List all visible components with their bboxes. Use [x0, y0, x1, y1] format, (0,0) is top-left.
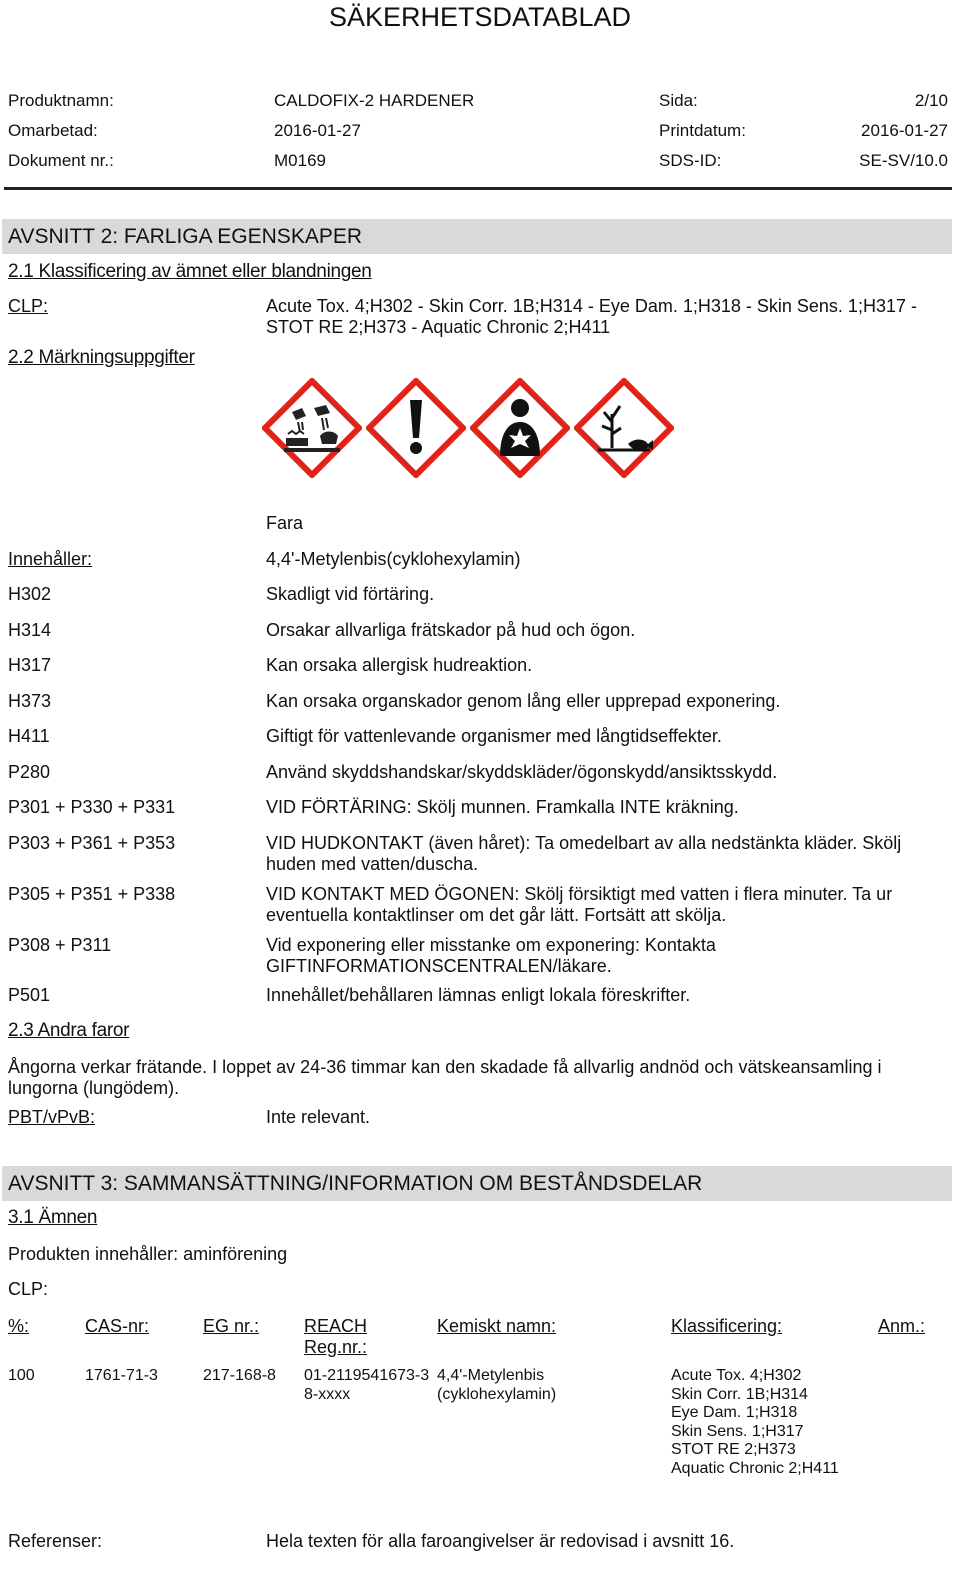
pbt-label: PBT/vPvB:: [8, 1107, 96, 1127]
column-header-percent: %:: [8, 1316, 30, 1336]
sds-id-label: SDS-ID:: [659, 151, 722, 170]
statement-text: VID HUDKONTAKT (även håret): Ta omedelbart av alla nedstänkta kläder. Skölj huden med vatten/duscha.: [266, 833, 902, 874]
section-2-band: [2, 219, 952, 254]
exclamation-pictogram-icon: [366, 378, 466, 478]
cell-eg: 217-168-8: [203, 1367, 276, 1384]
column-header-note: Anm.:: [878, 1316, 926, 1336]
statement-code: P303 + P361 + P353: [8, 833, 176, 853]
statement-code: P305 + P351 + P338: [8, 884, 176, 904]
subsection-2-1-heading: 2.1 Klassificering av ämnet eller blandningen: [8, 261, 372, 282]
header-divider: [4, 187, 952, 190]
statement-text: Kan orsaka allergisk hudreaktion.: [266, 655, 533, 675]
cell-percent: 100: [8, 1367, 35, 1384]
pbt-value: Inte relevant.: [266, 1107, 371, 1127]
contains-label: Innehåller:: [8, 549, 93, 569]
health-hazard-pictogram-icon: [470, 378, 570, 478]
statement-text: Innehållet/behållaren lämnas enligt lokala föreskrifter.: [266, 985, 691, 1005]
substance-intro: Produkten innehåller: aminförening: [8, 1244, 288, 1264]
subsection-2-2-heading: 2.2 Märkningsuppgifter: [8, 347, 195, 368]
statement-code: H373: [8, 691, 52, 711]
column-header-reach: REACH Reg.nr.:: [304, 1316, 368, 1357]
column-header-classification: Klassificering:: [671, 1316, 783, 1336]
classification-line: Eye Dam. 1;H318: [671, 1404, 798, 1421]
clp-classification: Acute Tox. 4;H302 - Skin Corr. 1B;H314 - Eye Dam. 1;H318 - Skin Sens. 1;H317 - STOT RE 2;H373 - Aquatic Chronic 2;H411: [266, 296, 917, 337]
section-3-clp-label: CLP:: [8, 1279, 49, 1299]
sds-id-value: SE-SV/10.0: [859, 151, 948, 170]
column-header-chemical-name: Kemiskt namn:: [437, 1316, 557, 1336]
signal-word: Fara: [266, 513, 304, 533]
classification-line: Aquatic Chronic 2;H411: [671, 1459, 839, 1477]
classification-line: Skin Corr. 1B;H314: [671, 1385, 808, 1403]
environment-pictogram-icon: [574, 378, 674, 478]
statement-text: Orsakar allvarliga frätskador på hud och ögon.: [266, 620, 636, 640]
contains-value: 4,4'-Metylenbis(cyklohexylamin): [266, 549, 521, 569]
cell-chemical-name: 4,4'-Metylenbis (cyklohexylamin): [437, 1367, 557, 1403]
document-number-label: Dokument nr.:: [8, 151, 114, 170]
statement-code: P501: [8, 985, 51, 1005]
references-value: Hela texten för alla faroangivelser är redovisad i avsnitt 16.: [266, 1531, 735, 1551]
classification-line: Skin Sens. 1;H317: [671, 1422, 804, 1440]
statement-code: H314: [8, 620, 52, 640]
statement-text: Vid exponering eller misstanke om exponering: Kontakta GIFTINFORMATIONSCENTRALEN/läkare.: [266, 935, 716, 976]
document-title: SÄKERHETSDATABLAD: [328, 2, 632, 32]
statement-code: P308 + P311: [8, 935, 112, 955]
classification-line: STOT RE 2;H373: [671, 1441, 796, 1458]
clp-label: CLP:: [8, 296, 49, 316]
product-name-value: CALDOFIX-2 HARDENER: [274, 91, 475, 110]
statement-text: Skadligt vid förtäring.: [266, 584, 435, 604]
statement-text: VID FÖRTÄRING: Skölj munnen. Framkalla INTE kräkning.: [266, 797, 739, 817]
subsection-3-1-heading: 3.1 Ämnen: [8, 1207, 98, 1228]
print-date-label: Printdatum:: [659, 121, 746, 140]
references-label: Referenser:: [8, 1531, 103, 1551]
print-date-value: 2016-01-27: [861, 121, 948, 140]
statement-text: Använd skyddshandskar/skyddskläder/ögonskydd/ansiktsskydd.: [266, 762, 778, 782]
statement-text: Kan orsaka organskador genom lång eller upprepad exponering.: [266, 691, 781, 711]
statement-code: P301 + P330 + P331: [8, 797, 176, 817]
statement-code: H302: [8, 584, 52, 604]
revised-label: Omarbetad:: [8, 121, 98, 140]
section-2-title: AVSNITT 2: FARLIGA EGENSKAPER: [8, 225, 363, 248]
cell-cas: 1761-71-3: [85, 1367, 158, 1384]
subsection-2-3-heading: 2.3 Andra faror: [8, 1020, 130, 1041]
column-header-eg: EG nr.:: [203, 1316, 260, 1336]
cell-reach: 01-2119541673-38-xxxx: [304, 1367, 430, 1403]
revised-value: 2016-01-27: [274, 121, 361, 140]
page-label: Sida:: [659, 91, 698, 110]
corrosion-pictogram-icon: [262, 378, 362, 478]
statement-text: VID KONTAKT MED ÖGONEN: Skölj försiktigt med vatten i flera minuter. Ta ur eventuella kontaktlinser om det går lätt. Fortsätt att skölja.: [266, 884, 893, 925]
classification-line: Acute Tox. 4;H302: [671, 1367, 802, 1384]
statement-text: Giftigt för vattenlevande organismer med långtidseffekter.: [266, 726, 722, 746]
other-hazards-text: Ångorna verkar frätande. I loppet av 24-36 timmar kan den skadade få allvarlig andnöd och vätskeansamling i lungorna (lungödem).: [8, 1057, 882, 1098]
cell-classification: [671, 1367, 839, 1478]
section-3-title: AVSNITT 3: SAMMANSÄTTNING/INFORMATION OM BESTÅNDSDELAR: [8, 1172, 703, 1195]
page-value: 2/10: [914, 91, 948, 110]
column-header-cas: CAS-nr:: [85, 1316, 150, 1336]
statement-code: H317: [8, 655, 52, 675]
product-name-label: Produktnamn:: [8, 91, 114, 110]
statement-code: P280: [8, 762, 51, 782]
statement-code: H411: [8, 726, 50, 746]
section-3-band: [2, 1166, 952, 1201]
document-number-value: M0169: [274, 151, 326, 170]
